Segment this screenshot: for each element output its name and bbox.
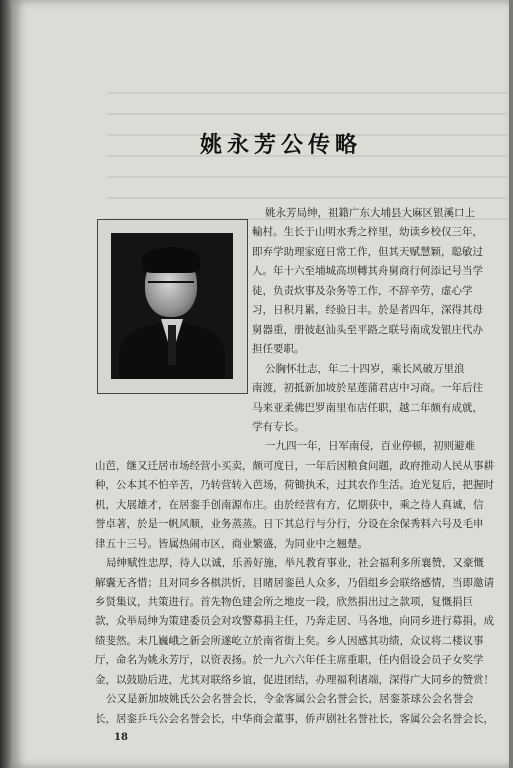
body-line: 律五十三号。皆属热闹市区，商业繁盛，为同业中之翘楚。 bbox=[95, 537, 368, 550]
body-line: 乡贤集议，共策进行。首先物色建会所之地皮一段，欣然捐出过之款项，复慨捐巨 bbox=[95, 596, 473, 608]
body-line: 南渡，初抵新加坡於星莲蒲君店中习商。一年后往 bbox=[252, 382, 483, 395]
body-line: 局绅赋性忠厚，待人以诚，乐善好施，举凡教育事业，社会福利多所襄赞，又豪慨 bbox=[106, 557, 484, 570]
body-line: 厅，命名为姚永芳厅，以资表扬。於一九六六年任主席重职，任内倡设会员子女奖学 bbox=[95, 654, 484, 667]
body-line: 担任要职。 bbox=[252, 343, 305, 356]
body-line: 金，以鼓励后进，尤其对联络乡谊，促进团结，办理福利诸端，深得广大同乡的赞赏！ bbox=[95, 673, 494, 686]
body-line: 誉卓著，於是一帆风顺，业务蒸蒸。日下其总行与分行，分设在余保秀料六号及毛申 bbox=[95, 518, 484, 531]
body-line: 长，居銮乒乓公会名誉会长，中华商会董事，侨声剧社名誉社长，客属公会名誉会长， bbox=[95, 712, 494, 725]
body-line: 人。年十六至埔城高坝轉其舟舅商行何添记号当学 bbox=[252, 265, 483, 278]
body-line: 习，日积月累，经验日丰。於是者四年，深得其母 bbox=[252, 304, 483, 317]
body-line: 輸村。生长于山明水秀之梓里，幼读乡校仅三年， bbox=[252, 226, 483, 239]
body-line: 姚永芳局绅，祖籍广东大埔县大麻区银溪口上 bbox=[265, 207, 475, 219]
body-line: 山芭，继又迁居市场经营小买卖，颇可度日，一年后因粮食问题，政府推动人民从事耕 bbox=[95, 459, 494, 472]
body-line: 马来亚柔佛巴罗南里布店任职，越二年颇有成就， bbox=[252, 401, 483, 414]
body-line: 学有专长。 bbox=[252, 420, 305, 433]
body-line: 即弃学助理家庭日常工作，但其天赋慧颖，聪敏过 bbox=[252, 245, 483, 258]
body-line: 机，大展雄才，在居銮手创南源布庄。由於经营有方，亿期获中，乘之待人真诚，信 bbox=[95, 498, 484, 511]
body-line: 绩斐然。未几巍峨之新会所遂屹立於南省街上矣。乡人因感其功绩，众议将二楼议事 bbox=[95, 634, 484, 647]
body-line: 公胸怀壮志，年二十四岁，乘长风破万里浪 bbox=[265, 362, 465, 375]
body-line: 款，众举局绅为策建委员会对攻警募捐主任，乃奔走居、马各地，向同乡进行募捐，成 bbox=[95, 615, 494, 628]
body-line: 徒，负责炊事及杂务等工作，不辞辛劳，虚心学 bbox=[252, 284, 473, 297]
body-line: 种，公本其不怕辛苦，乃转营转入芭场，荷锄执禾，过其农作生活。迨光复后，把握时 bbox=[95, 479, 494, 492]
portrait-frame bbox=[97, 219, 248, 394]
body-line: 一九四一年，日军南侵，百业停顿，初则避难 bbox=[265, 440, 475, 453]
page-number: 18 bbox=[114, 732, 128, 743]
body-line: 解囊无吝惜；且对同乡各棋洪忻，目睹居銮邑人众多，乃倡组乡会联络感情，当即邀请 bbox=[95, 576, 494, 589]
portrait-photo bbox=[111, 233, 233, 379]
page-title: 姚永芳公传略 bbox=[200, 132, 363, 158]
body-line: 公又是新加坡姚氏公会名誉会长，令金客属公会名誉会长，居銮茶球公会名誉会 bbox=[106, 693, 474, 706]
body-line: 舅器重，册彼赵汕头至平路之联号南成发银庄代办 bbox=[252, 323, 483, 336]
